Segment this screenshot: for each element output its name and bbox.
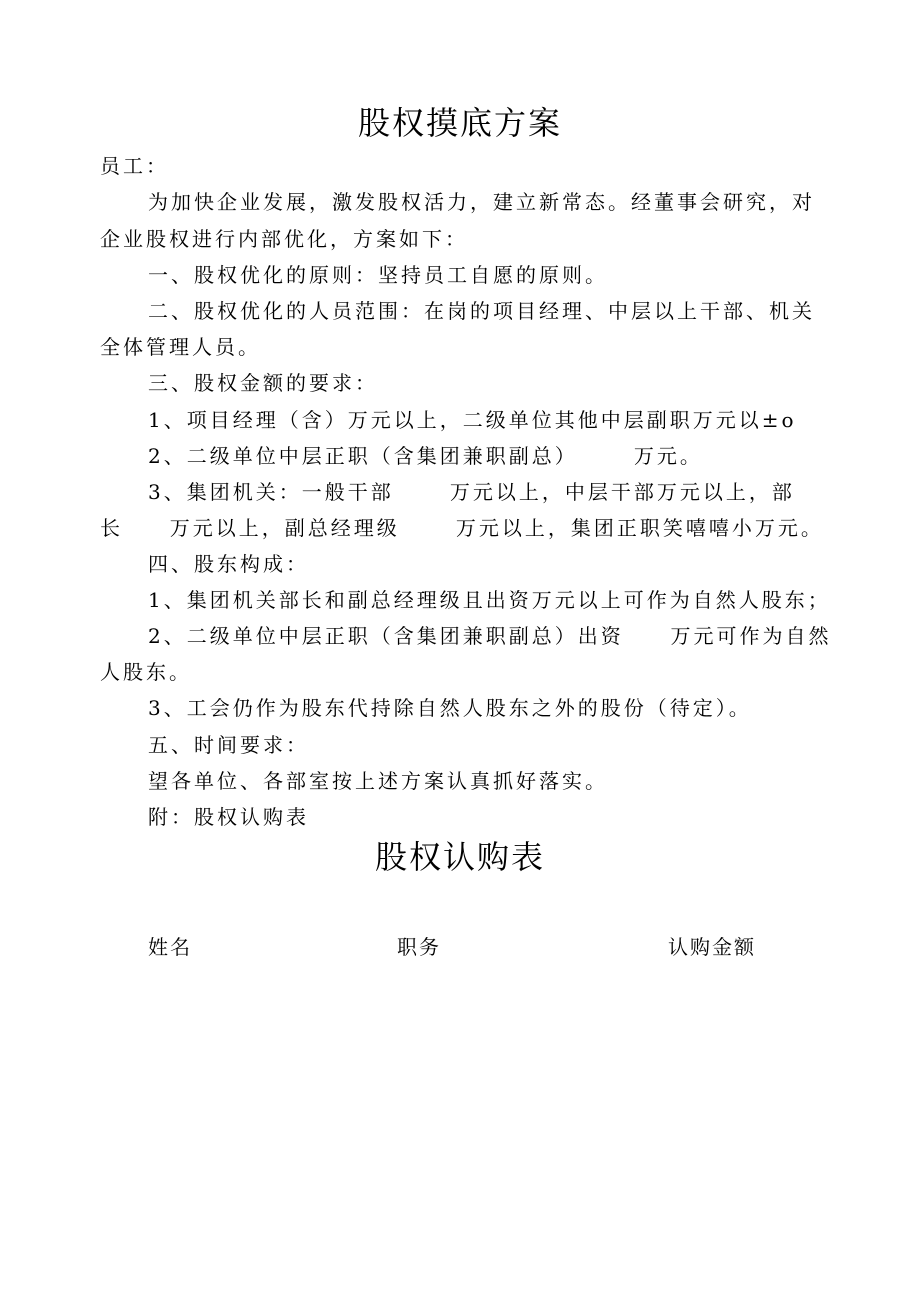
attachment-note: 附：股权认购表 xyxy=(148,805,309,829)
shareholder-item-2-line-2: 人股东。 xyxy=(100,660,192,684)
subscription-table-title: 股权认购表 xyxy=(374,838,545,876)
column-header-amount: 认购金额 xyxy=(668,935,756,959)
section-principle: 一、股权优化的原则：坚持员工自愿的原则。 xyxy=(148,263,608,287)
paragraph-intro-line-2: 企业股权进行内部优化，方案如下： xyxy=(100,227,468,251)
section-scope-line-1: 二、股权优化的人员范围：在岗的项目经理、中层以上干部、机关 xyxy=(148,299,815,323)
section-scope-line-2: 全体管理人员。 xyxy=(100,335,261,359)
amount-item-1: 1、项目经理（含）万元以上，二级单位其他中层副职万元以±o xyxy=(148,408,797,432)
amount-item-3-line-2: 长 万元以上，副总经理级 万元以上，集团正职笑嘻嘻小万元。 xyxy=(100,516,824,540)
shareholder-item-1: 1、集团机关部长和副总经理级且出资万元以上可作为自然人股东； xyxy=(148,588,831,612)
section-time-heading: 五、时间要求： xyxy=(148,733,309,757)
section-shareholder-heading: 四、股东构成： xyxy=(148,552,309,576)
amount-item-3-line-1: 3、集团机关：一般干部 万元以上，中层干部万元以上，部 xyxy=(148,480,795,504)
section-amount-heading: 三、股权金额的要求： xyxy=(148,371,378,395)
salutation: 员工： xyxy=(100,154,169,178)
paragraph-intro-line-1: 为加快企业发展，激发股权活力，建立新常态。经董事会研究，对 xyxy=(148,190,815,214)
column-header-name: 姓名 xyxy=(148,935,192,959)
column-header-position: 职务 xyxy=(397,935,441,959)
document-title: 股权摸底方案 xyxy=(357,104,562,142)
time-requirement: 望各单位、各部室按上述方案认真抓好落实。 xyxy=(148,769,608,793)
shareholder-item-3: 3、工会仍作为股东代持除自然人股东之外的股份（待定）。 xyxy=(148,696,752,720)
shareholder-item-2-line-1: 2、二级单位中层正职（含集团兼职副总）出资 万元可作为自然 xyxy=(148,624,832,648)
amount-item-2: 2、二级单位中层正职（含集团兼职副总） 万元。 xyxy=(148,444,703,468)
